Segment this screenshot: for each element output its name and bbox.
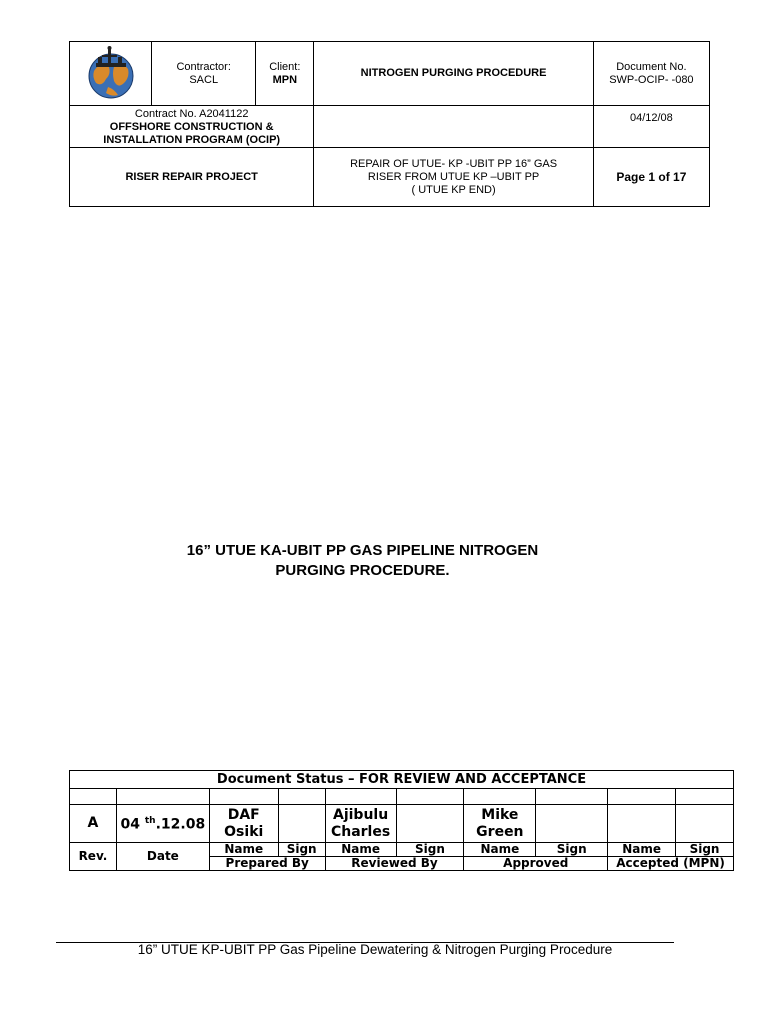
- accepted-by-sign: [676, 805, 734, 843]
- date-superscript: th: [144, 816, 156, 827]
- contract-number: Contract No. A2041122: [134, 108, 249, 120]
- project-name: RISER REPAIR PROJECT: [70, 148, 314, 207]
- program-line-2: INSTALLATION PROGRAM (OCIP): [103, 134, 281, 146]
- document-number-cell: [593, 42, 709, 106]
- blank-cell: [325, 789, 396, 805]
- contractor-value: SACL: [189, 73, 219, 86]
- page-footer: 16” UTUE KP-UBIT PP Gas Pipeline Dewatering & Nitrogen Purging Procedure: [137, 942, 613, 957]
- approved-name-line-1: Mike: [481, 806, 519, 823]
- blank-cell: [209, 789, 278, 805]
- docno-label: Document No.: [616, 60, 687, 73]
- prepared-name-line-1: DAF: [227, 806, 260, 823]
- document-status-table: [69, 770, 734, 871]
- docno-value: SWP-OCIP- -080: [609, 73, 694, 86]
- empty-cell: [314, 106, 593, 148]
- client-cell: [256, 42, 314, 106]
- repair-line-1: REPAIR OF UTUE- KP -UBIT PP 16” GAS: [350, 157, 558, 170]
- column-name: Name: [209, 843, 278, 857]
- column-sign: Sign: [676, 843, 734, 857]
- company-logo: [78, 43, 144, 101]
- approved-name-line-2: Green: [476, 823, 524, 840]
- page-indicator: Page 1 of 17: [593, 148, 709, 207]
- client-label: Client:: [269, 60, 301, 73]
- column-sign: Sign: [396, 843, 464, 857]
- blank-cell: [676, 789, 734, 805]
- client-value: MPN: [272, 73, 298, 86]
- logo-cell: [70, 42, 152, 106]
- prepared-by-label: Prepared By: [209, 857, 325, 871]
- contractor-label: Contractor:: [176, 60, 231, 73]
- approved-by-sign: [536, 805, 608, 843]
- column-date: Date: [116, 843, 209, 871]
- approved-by-name: [464, 805, 536, 843]
- column-name: Name: [325, 843, 396, 857]
- main-title: [100, 541, 625, 581]
- revision-date: [116, 805, 209, 843]
- repair-description-cell: [314, 148, 593, 207]
- revision-value: A: [70, 805, 117, 843]
- reviewed-by-sign: [396, 805, 464, 843]
- reviewed-by-label: Reviewed By: [325, 857, 464, 871]
- column-sign: Sign: [536, 843, 608, 857]
- prepared-by-sign: [278, 805, 325, 843]
- approved-label: Approved: [464, 857, 608, 871]
- date-rest: .12.08: [155, 816, 206, 833]
- contractor-cell: [152, 42, 256, 106]
- column-rev: Rev.: [70, 843, 117, 871]
- prepared-name-line-2: Osiki: [224, 823, 264, 840]
- program-line-1: OFFSHORE CONSTRUCTION &: [109, 121, 274, 133]
- blank-cell: [116, 789, 209, 805]
- column-name: Name: [608, 843, 676, 857]
- blank-cell: [278, 789, 325, 805]
- reviewed-name-line-1: Ajibulu: [332, 806, 389, 823]
- reviewed-by-name: [325, 805, 396, 843]
- main-title-line-2: PURGING PROCEDURE.: [275, 562, 450, 579]
- main-title-line-1: 16” UTUE KA-UBIT PP GAS PIPELINE NITROGEN: [186, 542, 539, 559]
- repair-line-3: ( UTUE KP END): [411, 183, 496, 196]
- prepared-by-name: [209, 805, 278, 843]
- column-name: Name: [464, 843, 536, 857]
- contract-cell: [70, 106, 314, 148]
- document-header-table: [69, 41, 710, 207]
- blank-cell: [396, 789, 464, 805]
- column-sign: Sign: [278, 843, 325, 857]
- date-day: 04: [120, 816, 140, 833]
- status-heading: Document Status – FOR REVIEW AND ACCEPTANCE: [70, 771, 734, 789]
- accepted-by-name: [608, 805, 676, 843]
- document-title: NITROGEN PURGING PROCEDURE: [314, 42, 593, 106]
- reviewed-name-line-2: Charles: [330, 823, 391, 840]
- accepted-label: Accepted (MPN): [608, 857, 734, 871]
- blank-cell: [536, 789, 608, 805]
- blank-cell: [608, 789, 676, 805]
- document-date: 04/12/08: [593, 106, 709, 148]
- repair-line-2: RISER FROM UTUE KP –UBIT PP: [367, 170, 540, 183]
- blank-cell: [464, 789, 536, 805]
- blank-cell: [70, 789, 117, 805]
